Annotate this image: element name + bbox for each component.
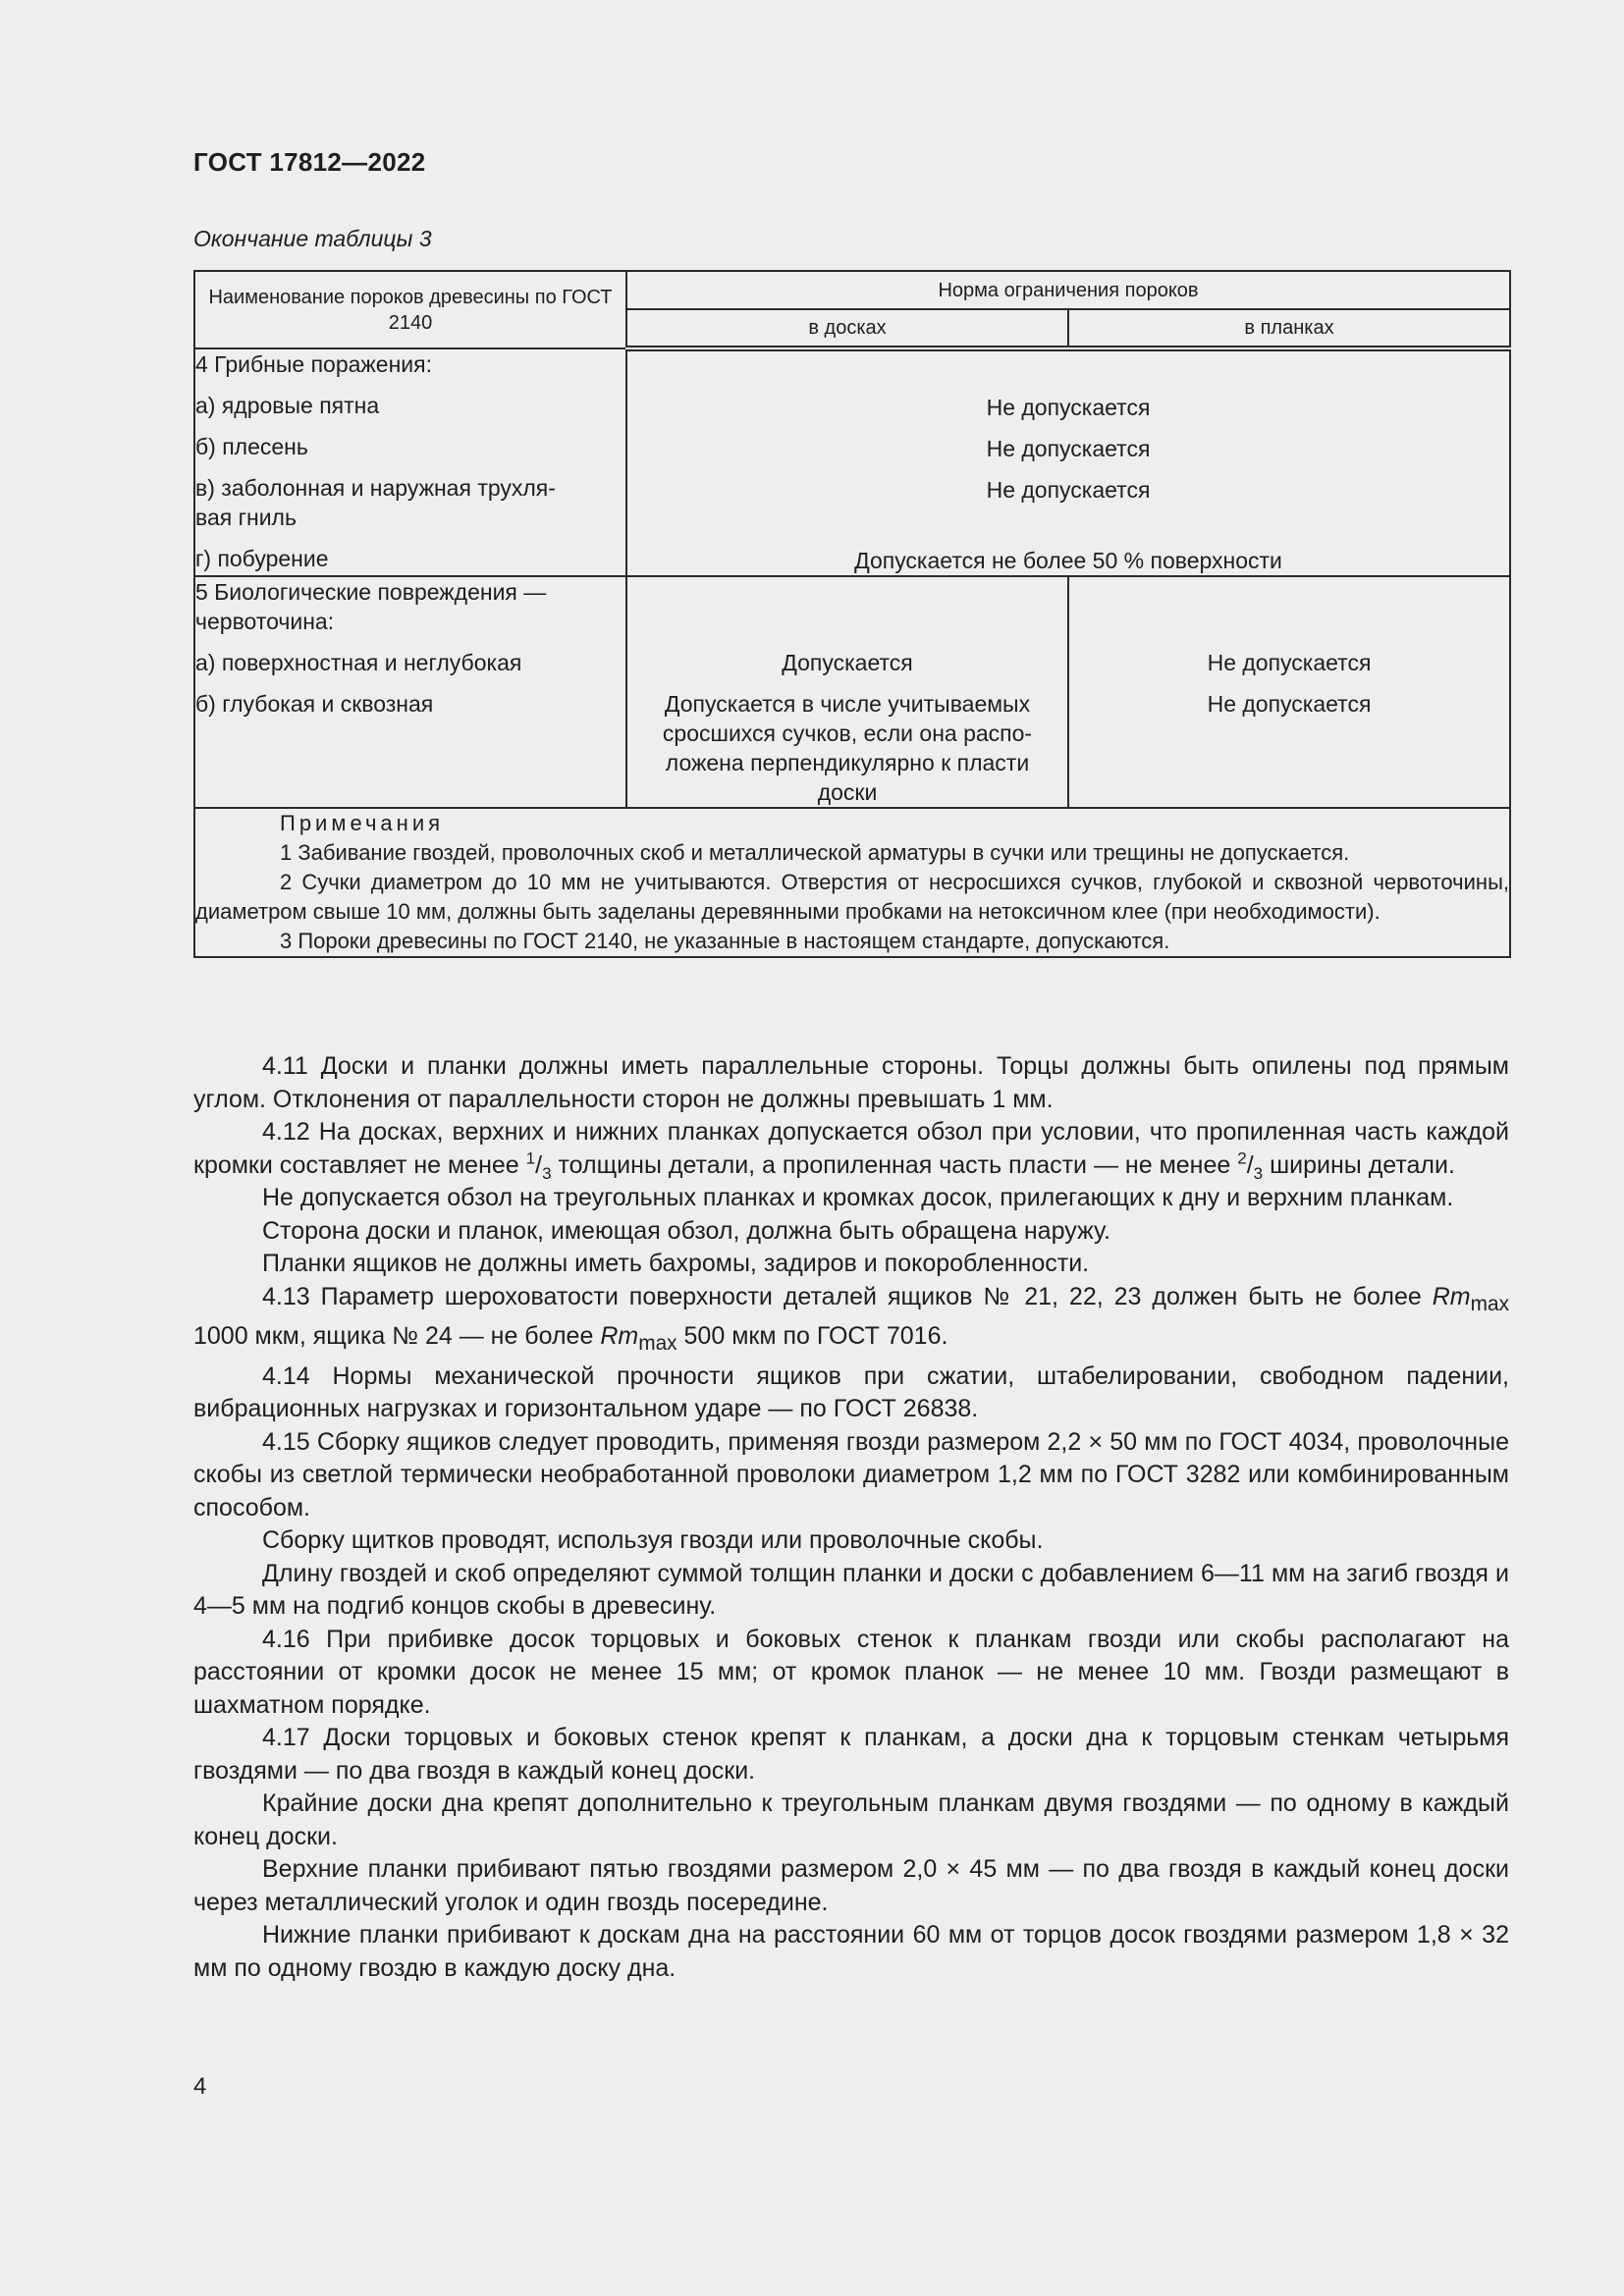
header-defect-name: Наименование пороков древесины по ГОСТ 2140 [194,271,626,348]
defect-name: г) побурение [195,546,329,571]
paragraph: 4.12 На досках, верхних и нижних планках допускается обзол при условии, что пропиленная часть каждой кромки составляет не менее $^1/_3$ толщины детали, а пропиленная часть пласти — не менее $^2/_3$ ширины детали. [193,1118,1509,1183]
fungal-defects-names [194,348,626,576]
norm-value: Не допускается [986,477,1151,503]
paragraph: Нижние планки прибивают к доскам дна на расстоянии 60 мм от торцов досок гвоздями размером 1,8 × 32 мм по одному гвоздю в каждую доску дна. [193,1921,1509,1982]
defects-table [193,270,1511,958]
paragraph: Сторона доски и планок, имеющая обзол, должна быть обращена наружу. [262,1216,1110,1245]
document-id: ГОСТ 17812—2022 [193,147,426,177]
norm-value: Допускается в числе учитываемых [664,691,1031,717]
table-row [194,808,1510,957]
paragraph: 4.16 При прибивке досок торцовых и боковых стенок к планкам гвозди или скобы располагают на расстоянии от кромки досок не менее 15 мм; от кромок планок — не менее 10 мм. Гвозди размещают в шахматном порядке. [193,1625,1509,1719]
paragraph: Крайние доски дна крепят дополнительно к треугольным планкам двумя гвоздями — по одному в каждый конец доски. [193,1789,1509,1850]
note-item: 3 Пороки древесины по ГОСТ 2140, не указанные в настоящем стандарте, допускаются. [280,929,1170,953]
rm-subscript: max [638,1332,677,1355]
paragraph: Сборку щитков проводят, используя гвозди или проволочные скобы. [262,1526,1044,1554]
rm-symbol: Rm [600,1322,639,1350]
rm-subscript: max [1470,1292,1509,1315]
defect-name: а) ядровые пятна [195,393,380,418]
norm-value: сросшихся сучков, если она распо- [662,721,1033,746]
paragraph: Верхние планки прибивают пятью гвоздями размером 2,0 × 45 мм — по два гвоздя в каждый конец доски через металлический уголок и один гвоздь посередине. [193,1855,1509,1916]
paragraph: 4.14 Нормы механической прочности ящиков при сжатии, штабелировании, свободном падении, вибрационных нагрузках и горизонтальном ударе — по ГОСТ 26838. [193,1362,1509,1422]
bio-damage-names [194,576,626,808]
rm-symbol: Rm [1432,1282,1471,1310]
note-item: 2 Сучки диаметром до 10 мм не учитываются. Отверстия от несросшихся сучков, глубокой и сквозной червоточины, диаметром свыше 10 мм, должны быть заделаны деревянными пробками на нетоксичном клее (при необходимости). [195,870,1510,924]
defect-name: а) поверхностная и неглубокая [195,650,522,675]
table-caption: Окончание таблицы 3 [193,226,432,251]
norm-value: Не допускается [1207,650,1372,675]
group-title: 4 Грибные поражения: [195,351,432,377]
paragraph: Планки ящиков не должны иметь бахромы, задиров и покоробленности. [262,1250,1090,1277]
table-row [194,576,1510,808]
paragraph: 4.15 Сборку ящиков следует проводить, применяя гвозди размером 2,2 × 50 мм по ГОСТ 4034, проволочные скобы из светлой термически необработанной проволоки диаметром 1,2 мм по ГОСТ 3282 или комбинированным способом. [193,1427,1509,1522]
norm-value: Не допускается [1207,691,1372,717]
group-title: червоточина: [195,609,335,634]
norm-value: Не допускается [986,395,1151,420]
table-notes [194,808,1510,957]
norm-value: Не допускается [986,436,1151,461]
table-row [194,348,1510,576]
fraction-one-third: $^1/_3$ [525,1148,552,1183]
defect-name: б) плесень [195,434,308,459]
fungal-defects-norms [626,348,1510,576]
bio-damage-slats [1068,576,1510,808]
notes-heading: Примечания [280,811,445,835]
defect-name: вая гниль [195,505,297,530]
bio-damage-boards [626,576,1068,808]
paragraph: 4.13 Параметр шероховатости поверхности деталей ящиков № 21, 22, 23 должен быть не более $Rm_{max}$ 1000 мкм, ящика № 24 — не более $Rm_{max}$ 500 мкм по ГОСТ 7016. [193,1282,1509,1355]
paragraph: 4.17 Доски торцовых и боковых стенок крепят к планкам, а доски дна к торцовым стенкам четырьмя гвоздями — по два гвоздя в каждый конец доски. [193,1724,1509,1785]
header-slats: в планках [1068,309,1510,348]
fraction-two-thirds: $^2/_3$ [1237,1148,1264,1183]
norm-value: ложена перпендикулярно к пласти [665,750,1030,775]
defect-name: в) заболонная и наружная трухля- [195,475,556,501]
note-item: 1 Забивание гвоздей, проволочных скоб и металлической арматуры в сучки или трещины не допускается. [280,840,1350,865]
norm-value: Допускается не более 50 % поверхности [854,548,1282,573]
paragraph: 4.11 Доски и планки должны иметь параллельные стороны. Торцы должны быть опилены под прямым углом. Отклонения от параллельности сторон не должны превышать 1 мм. [193,1052,1509,1113]
paragraph: Длину гвоздей и скоб определяют суммой толщин планки и доски с добавлением 6—11 мм на загиб гвоздя и 4—5 мм на подгиб концов скобы в древесину. [193,1559,1509,1620]
norm-value: Допускается [782,650,913,675]
group-title: 5 Биологические повреждения — [195,579,547,605]
header-boards: в досках [626,309,1068,348]
defect-name: б) глубокая и сквозная [195,691,434,717]
header-defect-norm: Норма ограничения пороков [626,271,1510,309]
page-number: 4 [193,2073,207,2100]
norm-value: доски [817,779,878,805]
body-text [193,1050,1509,1985]
paragraph: Не допускается обзол на треугольных планках и кромках досок, прилегающих к дну и верхним планкам. [262,1184,1454,1211]
